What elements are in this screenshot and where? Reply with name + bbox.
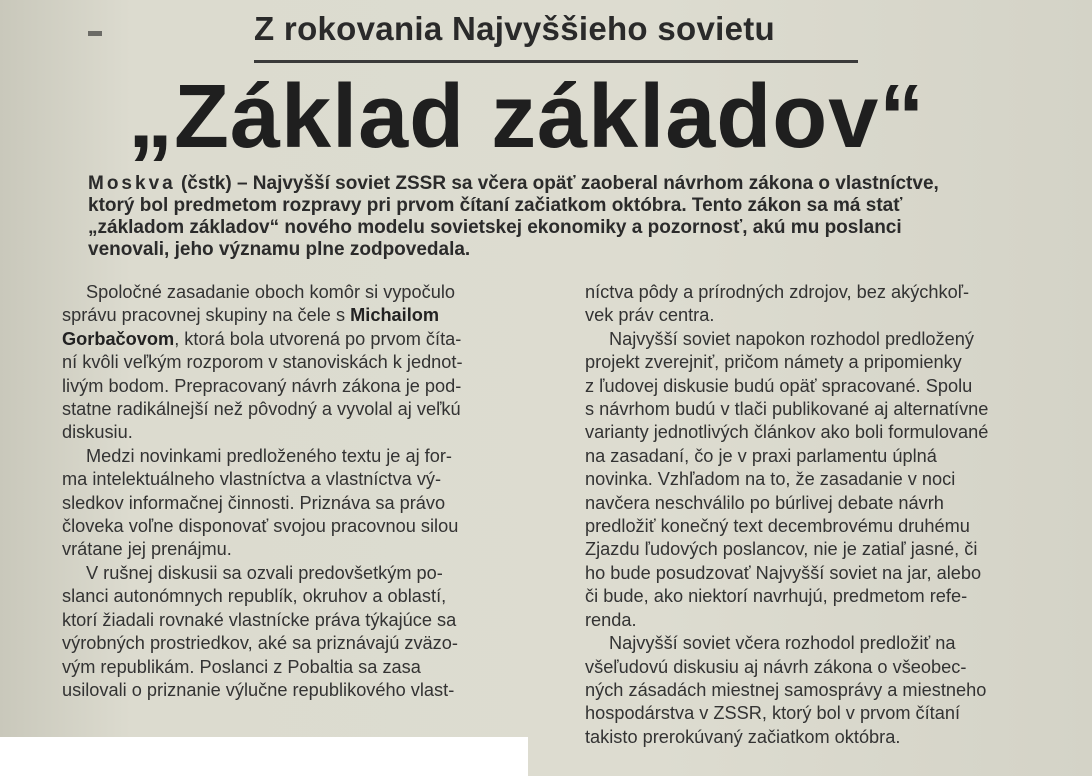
text-line: projekt zverejniť, pričom námety a pripomienky [585, 352, 962, 373]
lead-line: ktorý bol predmetom rozpravy pri prvom čítaní začiatkom októbra. Tento zákon sa má stať [88, 195, 903, 216]
lead-line: „základom základov“ nového modelu sovietskej ekonomiky a pozornosť, akú mu poslanci [88, 217, 902, 238]
text-line: takisto prerokúvaný začiatkom októbra. [585, 726, 901, 747]
article-headline: „Základ základov“ [128, 67, 926, 167]
text-line: renda. [585, 609, 637, 630]
text-line: vrátane jej prenájmu. [62, 539, 232, 560]
text-line: hospodárstva v ZSSR, ktorý bol v prvom čítaní [585, 703, 961, 724]
margin-dash [88, 31, 102, 36]
text-line: ných zásadách miestnej samosprávy a miestneho [585, 679, 987, 700]
text-line: Zjazdu ľudových poslancov, nie je zatiaľ jasné, či [585, 539, 978, 560]
text-line: níctva pôdy a prírodných zdrojov, bez akýchkoľ- [585, 282, 970, 302]
text-line: správu pracovnej skupiny na čele s Michailom [62, 305, 440, 326]
lead-line: Moskva (čstk) – Najvyšší soviet ZSSR sa včera opäť zaoberal návrhom zákona o vlastníctve, [88, 173, 939, 194]
text-line: ní kvôli veľkým rozporom v stanoviskách k jednot- [62, 352, 463, 373]
text-line: Gorbačovom, ktorá bola utvorená po prvom číta- [62, 328, 462, 349]
text-line: ho bude posudzovať Najvyšší soviet na jar, alebo [585, 562, 982, 583]
right-column [585, 281, 1085, 749]
lead-line: venovali, jeho významu plne zodpovedala. [88, 239, 471, 260]
section-kicker: Z rokovania Najvyššieho sovietu [254, 10, 775, 47]
article-lead [88, 173, 1084, 261]
text-line: navčera neschválilo po búrlivej debate návrh [585, 492, 944, 513]
blank-scan-area [0, 737, 528, 776]
kicker-underline [254, 60, 858, 63]
text-line: diskusiu. [62, 422, 133, 443]
text-line: ma intelektuálneho vlastníctva a vlastníctva vý- [62, 469, 442, 490]
text-line: človeka voľne disponovať svojou pracovnou silou [62, 516, 459, 537]
text-line: V rušnej diskusii sa ozvali predovšetkým po- [86, 562, 443, 583]
text-line: na zasadaní, čo je v praxi parlamentu úplná [585, 445, 937, 466]
text-line: sledkov informačnej činnosti. Priznáva sa právo [62, 492, 446, 513]
text-line: vek práv centra. [585, 305, 715, 326]
text-line: novinka. Vzhľadom na to, že zasadanie v noci [585, 469, 956, 490]
text-line: slanci autonómnych republík, okruhov a oblastí, [62, 586, 447, 607]
text-line: predložiť konečný text decembrovému druhému [585, 516, 970, 537]
text-line: či bude, ako niektorí navrhujú, predmetom refe- [585, 586, 968, 607]
person-name: Michailom [350, 305, 440, 326]
text-line: vým republikám. Poslanci z Pobaltia sa zasa [62, 656, 421, 677]
text-line: z ľudovej diskusie budú opäť spracované. Spolu [585, 375, 973, 396]
left-column [62, 281, 562, 702]
text-line: statne radikálnejší než pôvodný a vyvolal aj veľkú [62, 399, 461, 420]
text-line: výrobných prostriedkov, aké sa priznávajú zväzo- [62, 633, 458, 654]
text-line: livým bodom. Prepracovaný návrh zákona je pod- [62, 375, 462, 396]
text-line: Najvyšší soviet včera rozhodol predložiť na [609, 633, 956, 654]
text-line: varianty jednotlivých článkov ako boli formulované [585, 422, 989, 443]
person-name: Gorbačovom [62, 328, 175, 349]
text-line: usilovali o priznanie výlučne republikového vlast- [62, 679, 455, 700]
text-line: Najvyšší soviet napokon rozhodol predložený [609, 328, 974, 349]
dateline-place: Moskva [88, 173, 176, 194]
text-line: ktorí žiadali rovnaké vlastnícke práva týkajúce sa [62, 609, 457, 630]
text-line: Medzi novinkami predloženého textu je aj for- [86, 445, 452, 466]
text-line: s návrhom budú v tlači publikované aj alternatívne [585, 399, 989, 420]
text-line: všeľudovú diskusiu aj návrh zákona o všeobec- [585, 656, 967, 677]
text-line: Spoločné zasadanie oboch komôr si vypočulo [86, 282, 456, 302]
